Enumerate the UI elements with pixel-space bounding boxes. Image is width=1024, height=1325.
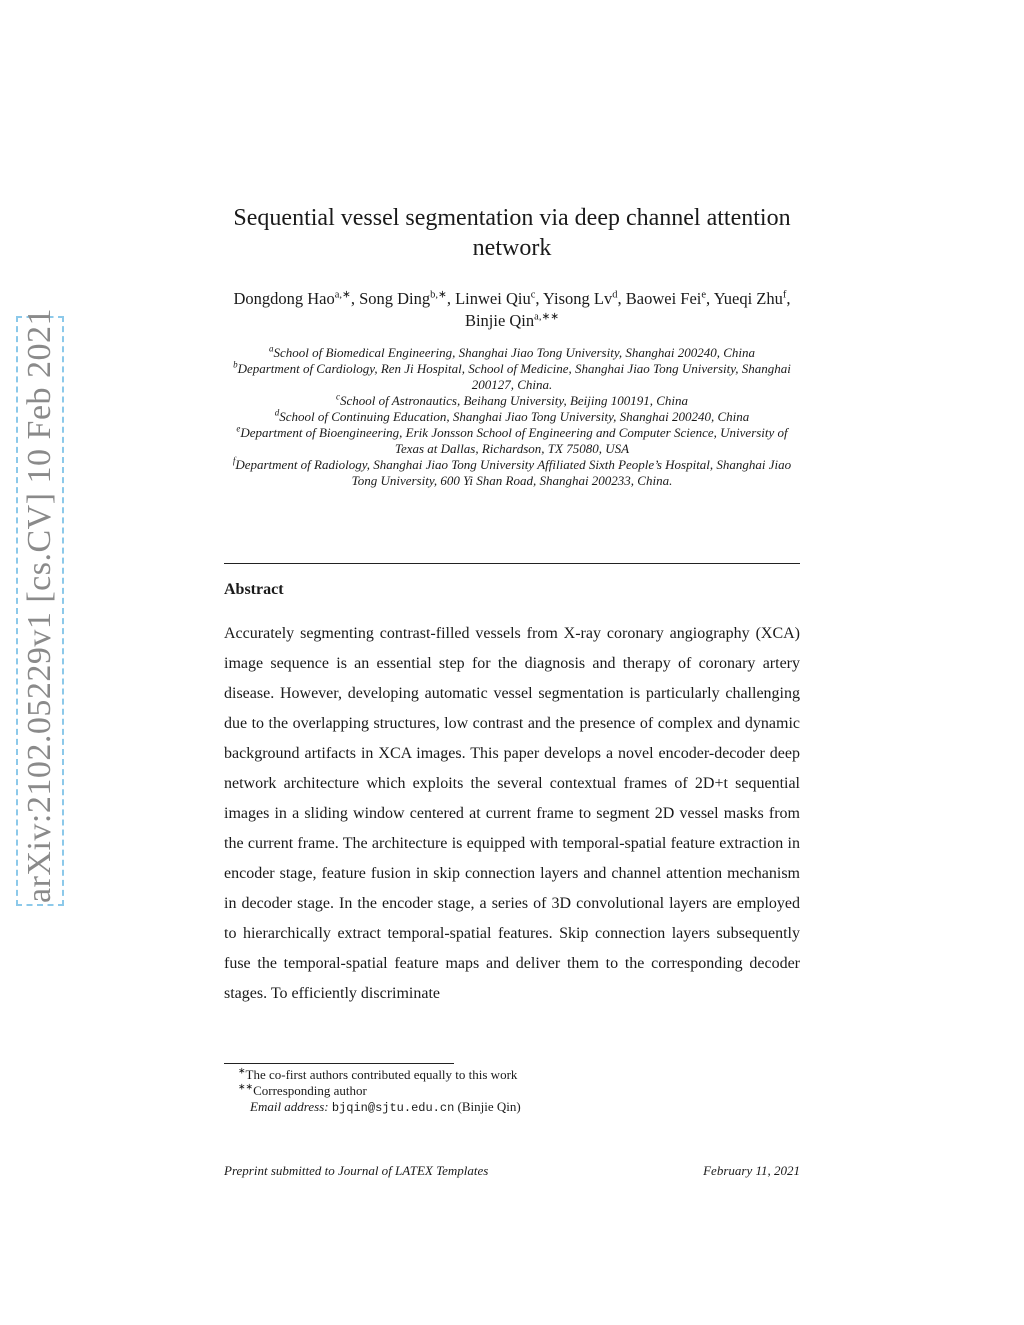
footnote-corresponding: ∗∗Corresponding author bbox=[238, 1081, 367, 1098]
affiliation: $^f$Department of Radiology, Shanghai Jiao Tong University Affiliated Sixth People’s Hospital, Shanghai Jiao Tong University, 600 Yi Shan Road, Shanghai 200233, China. bbox=[232, 455, 792, 488]
affiliation-list bbox=[224, 345, 800, 489]
footnote-cofirst: ∗The co-first authors contributed equally to this work bbox=[238, 1065, 518, 1082]
author: Yisong Lv$^d$, bbox=[543, 289, 626, 308]
email-link[interactable]: bjqin@sjtu.edu.cn bbox=[331, 1101, 455, 1115]
arxiv-identifier[interactable]: arXiv:2102.05229v1 [cs.CV] 10 Feb 2021 bbox=[21, 307, 58, 903]
author: Yueqi Zhu$^f$, bbox=[713, 289, 791, 308]
author: Baowei Fei$^e$, bbox=[625, 289, 714, 308]
footnote-email: Email address: bjqin@sjtu.edu.cn (Binjie Qin) bbox=[250, 1099, 521, 1115]
author-list bbox=[224, 288, 800, 332]
affiliation: $^d$School of Continuing Education, Shanghai Jiao Tong University, Shanghai 200240, China bbox=[274, 407, 750, 424]
author-affil-marker: e bbox=[701, 289, 707, 301]
author: Dongdong Hao$^{a,∗}$, bbox=[233, 289, 360, 308]
footnote-rule bbox=[224, 1063, 454, 1064]
arxiv-side-stamp bbox=[16, 307, 64, 906]
affiliation: $^a$School of Biomedical Engineering, Shanghai Jiao Tong University, Shanghai 200240, China bbox=[268, 343, 756, 360]
author-affil-marker: b,∗ bbox=[430, 289, 447, 301]
paper-title: Sequential vessel segmentation via deep channel attention network bbox=[233, 205, 791, 261]
author-affil-marker: a,∗∗ bbox=[534, 311, 560, 323]
author: Song Ding$^{b,∗}$, bbox=[359, 289, 456, 308]
affiliation: $^c$School of Astronautics, Beihang University, Beijing 100191, China bbox=[335, 391, 689, 408]
author: Binjie Qin$^{a,∗∗}$ bbox=[464, 311, 560, 330]
footer-date: February 11, 2021 bbox=[703, 1163, 800, 1178]
footer-journal: Preprint submitted to Journal of LATEX Templates bbox=[224, 1163, 489, 1178]
affiliation: $^e$Department of Bioengineering, Erik Jonsson School of Engineering and Computer Science, University of Texas at Dallas, Richardson, TX 75080, USA bbox=[236, 423, 788, 456]
author-affil-marker: d bbox=[612, 289, 618, 301]
abstract-body: Accurately segmenting contrast-filled vessels from X-ray coronary angiography (XCA) image sequence is an essential step for the diagnosis and therapy of coronary artery disease. However, developing automatic vessel segmentation is particularly challenging due to the overlapping structures, low contrast and the presence of complex and dynamic background artifacts in XCA images. This paper develops a novel encoder-decoder deep network architecture which exploits the several contextual frames of 2D+t sequential images in a sliding window centered at current frame to segment 2D vessel masks from the current frame. The architecture is equipped with temporal-spatial feature extraction in encoder stage, feature fusion in skip connection layers and channel attention mechanism in decoder stage. In the encoder stage, a series of 3D convolutional layers are employed to hierarchically extract temporal-spatial features. Skip connection layers subsequently fuse the temporal-spatial feature maps and deliver them to the corresponding decoder stages. To efficiently discriminate bbox=[224, 625, 800, 1002]
abstract-heading: Abstract bbox=[224, 581, 284, 598]
affiliation: $^b$Department of Cardiology, Ren Ji Hospital, School of Medicine, Shanghai Jiao Tong University, Shanghai 200127, China. bbox=[233, 359, 791, 392]
author-affil-marker: c bbox=[530, 289, 536, 301]
abstract-top-rule bbox=[224, 563, 800, 564]
footnotes bbox=[238, 1067, 798, 1116]
author-affil-marker: f bbox=[782, 289, 787, 301]
author: Linwei Qiu$^c$, bbox=[455, 289, 544, 308]
author-affil-marker: a,∗ bbox=[334, 289, 351, 301]
